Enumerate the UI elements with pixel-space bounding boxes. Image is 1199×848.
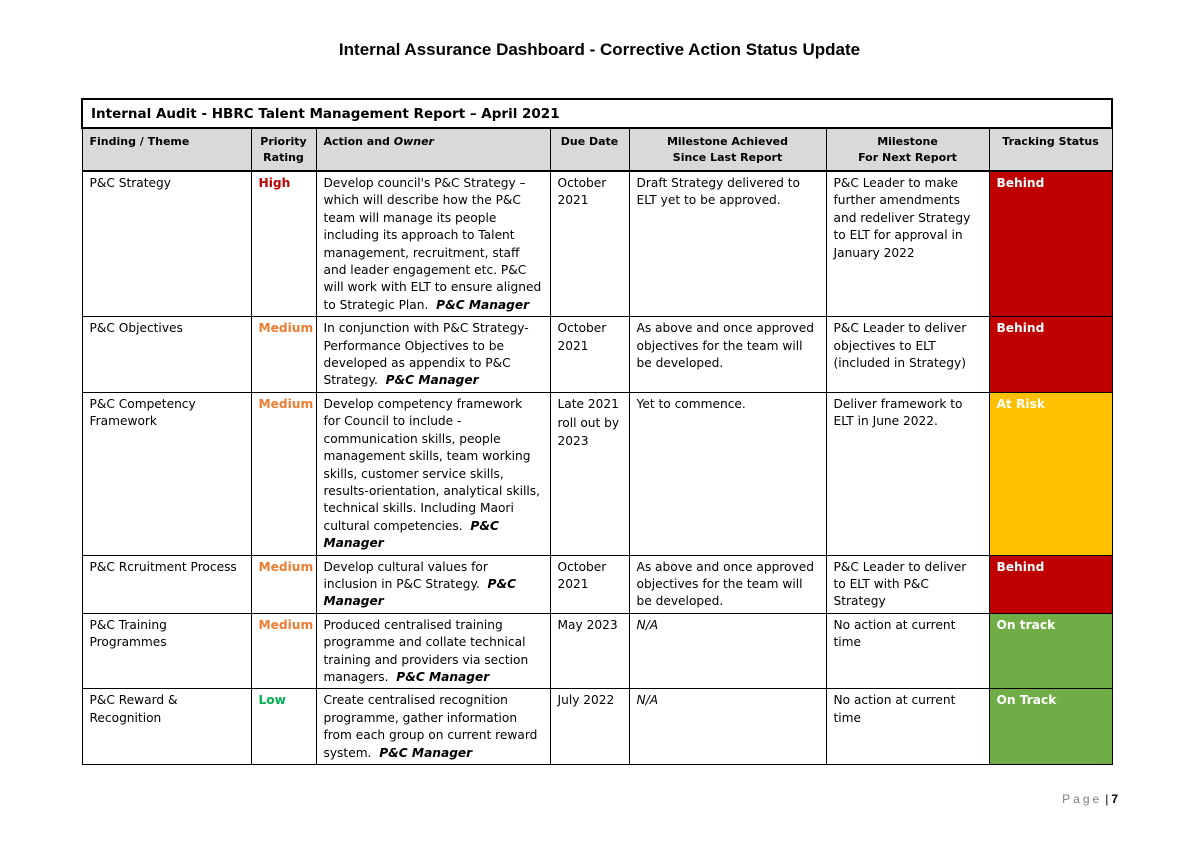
table-row	[82, 392, 1112, 555]
table-row	[82, 171, 1112, 317]
achieved-cell: N/A	[629, 689, 826, 765]
finding-cell: P&C Objectives	[82, 317, 251, 393]
due-cell	[550, 613, 629, 689]
action-text: Develop cultural values for inclusion in P&C Strategy.	[323, 559, 488, 591]
action-cell	[316, 689, 550, 765]
action-cell	[316, 555, 550, 613]
header-action-prefix: Action and	[323, 135, 394, 148]
header-tracking: Tracking Status	[989, 128, 1112, 171]
header-action-owner: Owner	[393, 135, 434, 148]
finding-cell: P&C Strategy	[82, 171, 251, 317]
action-cell	[316, 317, 550, 393]
action-owner: P&C Manager	[379, 745, 473, 760]
finding-cell: P&C Rcruitment Process	[82, 555, 251, 613]
next-cell: P&C Leader to deliver objectives to ELT (included in Strategy)	[826, 317, 989, 393]
due-line: October 2021	[557, 559, 607, 591]
header-priority-line2: Rating	[263, 151, 304, 164]
due-cell	[550, 555, 629, 613]
due-line: October 2021	[557, 176, 607, 208]
action-text: Develop competency framework for Council to include - communication skills, people management skills, team working skills, customer service skills, results-orientation, analytical skills, technical skills. Including Maori cultural competencies.	[323, 396, 541, 533]
table-header-row	[82, 128, 1112, 171]
due-line: July 2022	[557, 693, 615, 708]
priority-cell: Medium	[251, 555, 316, 613]
finding-cell: P&C Competency Framework	[82, 392, 251, 555]
header-action	[316, 128, 550, 171]
achieved-cell: Draft Strategy delivered to ELT yet to be approved.	[629, 171, 826, 317]
priority-cell: Low	[251, 689, 316, 765]
next-cell: No action at current time	[826, 689, 989, 765]
achieved-cell: N/A	[629, 613, 826, 689]
priority-cell: Medium	[251, 613, 316, 689]
header-achieved	[629, 128, 826, 171]
page-title: Internal Assurance Dashboard - Corrective Action Status Update	[338, 40, 861, 59]
status-badge: Behind	[989, 555, 1112, 613]
status-badge: Behind	[989, 317, 1112, 393]
due-cell	[550, 392, 629, 555]
header-achieved-line1: Milestone Achieved	[666, 135, 789, 148]
action-owner: P&C Manager	[323, 518, 499, 551]
due-line: May 2023	[557, 617, 618, 632]
page-number: 7	[1111, 792, 1118, 806]
next-cell: P&C Leader to deliver to ELT with P&C Strategy	[826, 555, 989, 613]
header-next	[826, 128, 989, 171]
header-due: Due Date	[550, 128, 629, 171]
action-cell	[316, 392, 550, 555]
due-cell	[550, 689, 629, 765]
achieved-cell: As above and once approved objectives for the team will be developed.	[629, 555, 826, 613]
status-badge: On Track	[989, 689, 1112, 765]
next-cell: No action at current time	[826, 613, 989, 689]
action-owner: P&C Manager	[385, 373, 479, 388]
next-cell: P&C Leader to make further amendments and redeliver Strategy to ELT for approval in January 2022	[826, 171, 989, 317]
table-row	[82, 555, 1112, 613]
report-table-wrapper	[81, 98, 1111, 765]
priority-cell: High	[251, 171, 316, 317]
due-cell	[550, 171, 629, 317]
footer-separator: |	[1105, 792, 1109, 806]
action-text: Produced centralised training programme and collate technical training and providers via section managers.	[323, 617, 529, 684]
priority-cell: Medium	[251, 317, 316, 393]
action-cell	[316, 613, 550, 689]
action-text: In conjunction with P&C Strategy- Performance Objectives to be developed as appendix to P&C Strategy.	[323, 321, 529, 388]
action-owner: P&C Manager	[436, 297, 530, 312]
header-next-line2: For Next Report	[858, 151, 957, 164]
next-cell: Deliver framework to ELT in June 2022.	[826, 392, 989, 555]
action-owner: P&C Manager	[323, 576, 517, 609]
status-badge: At Risk	[989, 392, 1112, 555]
due-line: October 2021	[557, 321, 607, 353]
corrective-action-table	[81, 98, 1113, 765]
page-footer	[1062, 792, 1118, 806]
achieved-cell: Yet to commence.	[629, 392, 826, 555]
finding-cell: P&C Reward & Recognition	[82, 689, 251, 765]
header-next-line1: Milestone	[877, 135, 938, 148]
footer-label: Page	[1062, 792, 1103, 806]
priority-cell: Medium	[251, 392, 316, 555]
table-row	[82, 613, 1112, 689]
status-badge: Behind	[989, 171, 1112, 317]
action-text: Create centralised recognition programme, gather information from each group on current reward system.	[323, 693, 538, 760]
header-finding: Finding / Theme	[82, 128, 251, 171]
due-line: Late 2021	[557, 396, 619, 411]
achieved-cell: As above and once approved objectives for the team will be developed.	[629, 317, 826, 393]
action-text: Develop council's P&C Strategy – which will describe how the P&C team will manage its people including its approach to Talent management, recruitment, staff and leader engagement etc. P&C will work with ELT to ensure aligned to Strategic Plan.	[323, 176, 542, 312]
due-cell	[550, 317, 629, 393]
table-caption: Internal Audit - HBRC Talent Management Report – April 2021	[82, 99, 1112, 128]
header-priority-line1: Priority	[260, 135, 307, 148]
status-badge: On track	[989, 613, 1112, 689]
header-priority	[251, 128, 316, 171]
due-line: roll out by 2023	[557, 416, 620, 448]
action-owner: P&C Manager	[396, 669, 490, 684]
finding-cell: P&C Training Programmes	[82, 613, 251, 689]
table-row	[82, 317, 1112, 393]
table-row	[82, 689, 1112, 765]
action-cell	[316, 171, 550, 317]
header-achieved-line2: Since Last Report	[672, 151, 783, 164]
